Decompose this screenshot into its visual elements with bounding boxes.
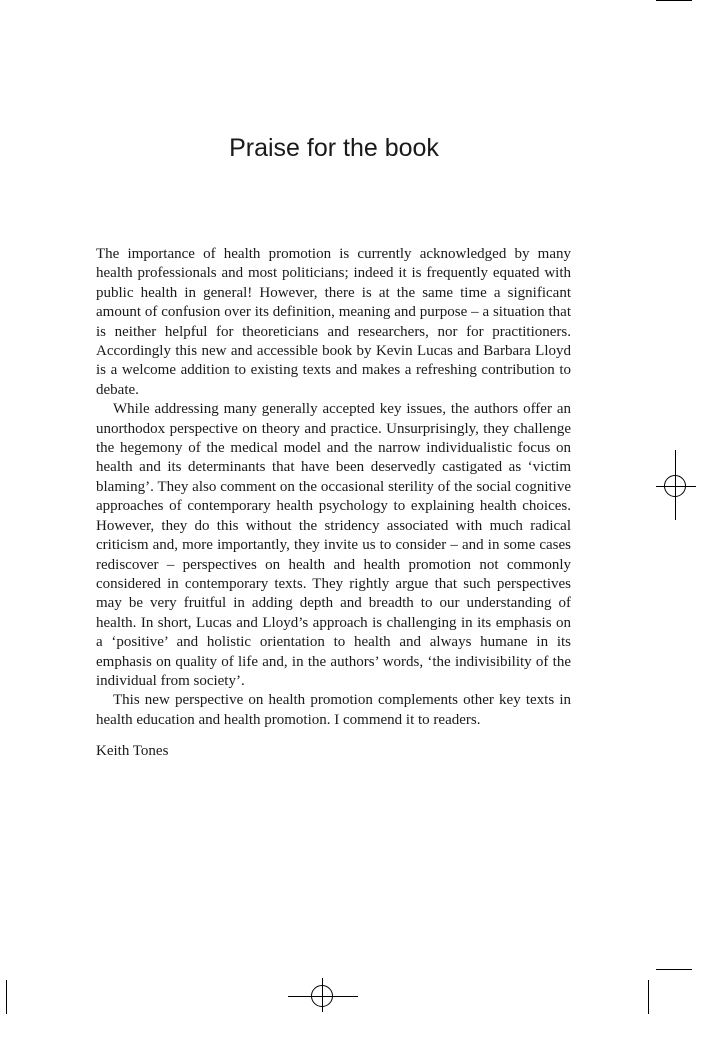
signature: Keith Tones	[96, 743, 169, 759]
paragraph-2: While addressing many generally accepted key issues, the authors offer an unorthodox perspective on theory and practice. Unsurprisingly, they challenge the hegemony of the medical model and the narrow individualistic focus on health and its determinants that have been deservedly castigated as ‘victim blaming’. They also comment on the occasional sterility of the social cognitive approaches of contemporary health psychology to explaining health choices. However, they do this without the stridency associated with much radical criticism and, more importantly, they invite us to consider – and in some cases rediscover – perspectives on health and health promotion not commonly considered in contemporary texts. They rightly argue that such perspectives may be very fruitful in adding depth and breadth to our understanding of health. In short, Lucas and Lloyd’s approach is challenging in its emphasis on a ‘positive’ and holistic orientation to health and always humane in its emphasis on quality of life and, in the authors’ words, ‘the indivisibility of the individual from society’.	[96, 401, 571, 689]
crop-mark-top-right	[656, 0, 692, 1]
registration-mark-right-circle	[664, 475, 686, 497]
page-title: Praise for the book	[229, 134, 439, 162]
praise-body	[96, 245, 571, 730]
crop-mark-bottom-right-horizontal	[656, 969, 692, 970]
crop-mark-bottom-left-vertical	[6, 980, 7, 1014]
registration-mark-bottom-circle	[311, 985, 333, 1007]
paragraph-1: The importance of health promotion is currently acknowledged by many health professionals and most politicians; indeed it is frequently equated with public health in general! However, there is at the same time a significant amount of confusion over its definition, meaning and purpose – a situation that is neither helpful for theoreticians and researchers, nor for practitioners. Accordingly this new and accessible book by Kevin Lucas and Barbara Lloyd is a welcome addition to existing texts and makes a refreshing contribution to debate.	[96, 246, 571, 398]
crop-mark-bottom-right-vertical	[648, 980, 649, 1014]
paragraph-3: This new perspective on health promotion complements other key texts in health education and health promotion. I commend it to readers.	[96, 692, 571, 728]
